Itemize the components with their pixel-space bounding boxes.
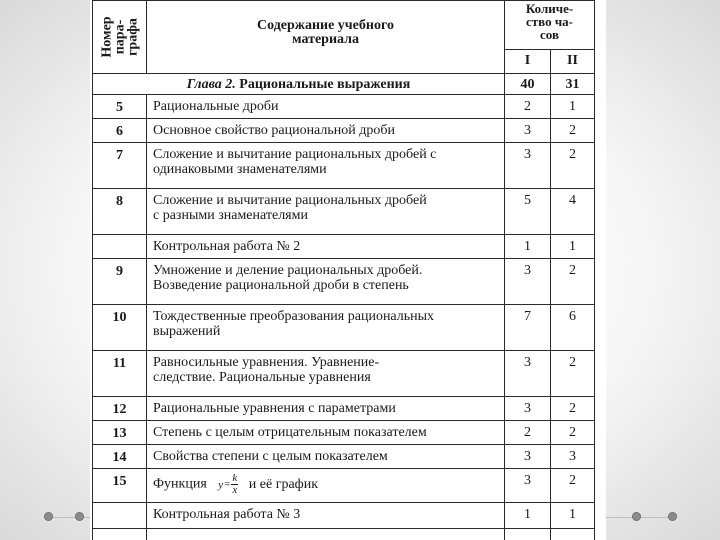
slide-decor-dot-left-1	[44, 512, 53, 521]
topic-line: Рациональные уравнения с параметрами	[153, 401, 396, 416]
paragraph-number: 8	[93, 189, 147, 235]
function-suffix: и её график	[248, 476, 319, 492]
hours-variant-2: 2	[551, 469, 595, 503]
table-row	[93, 529, 595, 540]
hours-variant-1: 5	[505, 189, 551, 235]
table-row	[93, 503, 595, 529]
topic-text	[147, 397, 505, 421]
topic-text	[147, 119, 505, 143]
topic-line: Сложение и вычитание рациональных дробей	[153, 193, 427, 208]
hours-variant-1: 3	[505, 259, 551, 305]
content-header-line: материала	[292, 32, 359, 47]
number-header-line: графа	[125, 18, 140, 56]
topic-line: Рациональные дроби	[153, 99, 279, 114]
topic-rows	[93, 95, 595, 469]
topic-text	[147, 421, 505, 445]
header-row	[93, 1, 595, 50]
formula-fraction	[231, 473, 238, 496]
topic-text	[147, 351, 505, 397]
variant-2-header: II	[551, 50, 595, 74]
table-row	[93, 143, 595, 189]
topic-text	[147, 445, 505, 469]
formula-denominator: x	[232, 484, 238, 496]
topic-line: следствие. Рациональные уравнения	[153, 370, 371, 385]
formula-numerator: k	[232, 472, 238, 484]
paragraph-number	[93, 503, 147, 529]
hours-variant-2: 2	[551, 259, 595, 305]
paragraph-number: 7	[93, 143, 147, 189]
hours-header-line: сов	[540, 27, 559, 42]
formula-variable: y	[218, 478, 224, 491]
empty-cell	[551, 529, 595, 540]
topic-line: выражений	[153, 324, 221, 339]
table-row	[93, 95, 595, 119]
hours-variant-2: 1	[551, 503, 595, 529]
paragraph-number: 5	[93, 95, 147, 119]
table-row	[93, 421, 595, 445]
curriculum-table	[92, 0, 595, 540]
content-header-line: Содержание учебного	[257, 18, 394, 33]
paragraph-number	[93, 235, 147, 259]
table-row	[93, 445, 595, 469]
number-header-line: Номер	[99, 16, 114, 58]
chapter-hours-2: 31	[551, 74, 595, 95]
slide-decor-dot-right-1	[632, 512, 641, 521]
table-row	[93, 397, 595, 421]
function-label: Функция	[153, 476, 207, 492]
topic-text	[147, 469, 505, 503]
topic-text	[147, 235, 505, 259]
hours-variant-2: 4	[551, 189, 595, 235]
hours-variant-1: 1	[505, 503, 551, 529]
hours-variant-1: 1	[505, 235, 551, 259]
number-column-header	[93, 1, 147, 74]
topic-line: Основное свойство рациональной дроби	[153, 123, 395, 138]
table-row	[93, 189, 595, 235]
hours-variant-2: 2	[551, 397, 595, 421]
hours-variant-1: 3	[505, 469, 551, 503]
variant-1-header: I	[505, 50, 551, 74]
hours-variant-2: 1	[551, 95, 595, 119]
hours-variant-1: 2	[505, 421, 551, 445]
hours-variant-1: 3	[505, 119, 551, 143]
topic-text	[147, 95, 505, 119]
empty-cell	[147, 529, 505, 540]
hours-variant-1: 3	[505, 351, 551, 397]
table-row	[93, 259, 595, 305]
paragraph-number: 14	[93, 445, 147, 469]
topic-text	[147, 143, 505, 189]
chapter-hours-1: 40	[505, 74, 551, 95]
chapter-name: Рациональные выражения	[239, 77, 411, 92]
table-row	[93, 305, 595, 351]
table-row	[93, 235, 595, 259]
paragraph-number: 12	[93, 397, 147, 421]
topic-line: Возведение рациональной дроби в степень	[153, 278, 409, 293]
table-row	[93, 469, 595, 503]
topic-line: Тождественные преобразования рациональных	[153, 309, 435, 324]
topic-line: Умножение и деление рациональных дробей.	[153, 263, 423, 278]
topic-line: Равносильные уравнения. Уравнение-	[153, 355, 380, 370]
formula-equals: =	[224, 478, 231, 491]
content-column-header	[147, 1, 505, 74]
topic-line: Свойства степени с целым показателем	[153, 449, 388, 464]
slide-decor-dot-left-2	[75, 512, 84, 521]
hours-variant-2: 2	[551, 119, 595, 143]
document-page	[90, 0, 606, 540]
chapter-title	[93, 74, 505, 95]
topic-line: Сложение и вычитание рациональных дробей с	[153, 147, 437, 162]
paragraph-number: 13	[93, 421, 147, 445]
hours-variant-2: 3	[551, 445, 595, 469]
chapter-row	[93, 74, 595, 95]
number-header-line: пара-	[112, 19, 127, 55]
hours-header-line: Количе-	[525, 1, 574, 16]
topic-line: Контрольная работа № 2	[153, 239, 301, 254]
hours-variant-1: 2	[505, 95, 551, 119]
hours-variant-1: 7	[505, 305, 551, 351]
paragraph-number: 9	[93, 259, 147, 305]
hours-variant-1: 3	[505, 143, 551, 189]
topic-text	[147, 259, 505, 305]
hours-variant-2: 2	[551, 143, 595, 189]
table-row	[93, 119, 595, 143]
hours-column-header	[505, 1, 595, 50]
topic-line: с разными знаменателями	[153, 208, 308, 223]
topic-line: одинаковыми знаменателями	[153, 162, 327, 177]
hours-variant-2: 2	[551, 421, 595, 445]
paragraph-number: 11	[93, 351, 147, 397]
topic-text	[147, 305, 505, 351]
hours-header-line: ство ча-	[526, 14, 573, 29]
hours-variant-2: 2	[551, 351, 595, 397]
table-row	[93, 351, 595, 397]
topic-text: Контрольная работа № 3	[147, 503, 505, 529]
hours-variant-1: 3	[505, 445, 551, 469]
topic-text	[147, 189, 505, 235]
slide-decor-dot-right-2	[668, 512, 677, 521]
paragraph-number: 6	[93, 119, 147, 143]
empty-cell	[505, 529, 551, 540]
chapter-prefix: Глава 2.	[186, 77, 236, 92]
topic-line: Степень с целым отрицательным показателем	[153, 425, 427, 440]
empty-cell	[93, 529, 147, 540]
hours-variant-1: 3	[505, 397, 551, 421]
paragraph-number: 10	[93, 305, 147, 351]
hours-variant-2: 6	[551, 305, 595, 351]
hours-variant-2: 1	[551, 235, 595, 259]
paragraph-number: 15	[93, 469, 147, 503]
